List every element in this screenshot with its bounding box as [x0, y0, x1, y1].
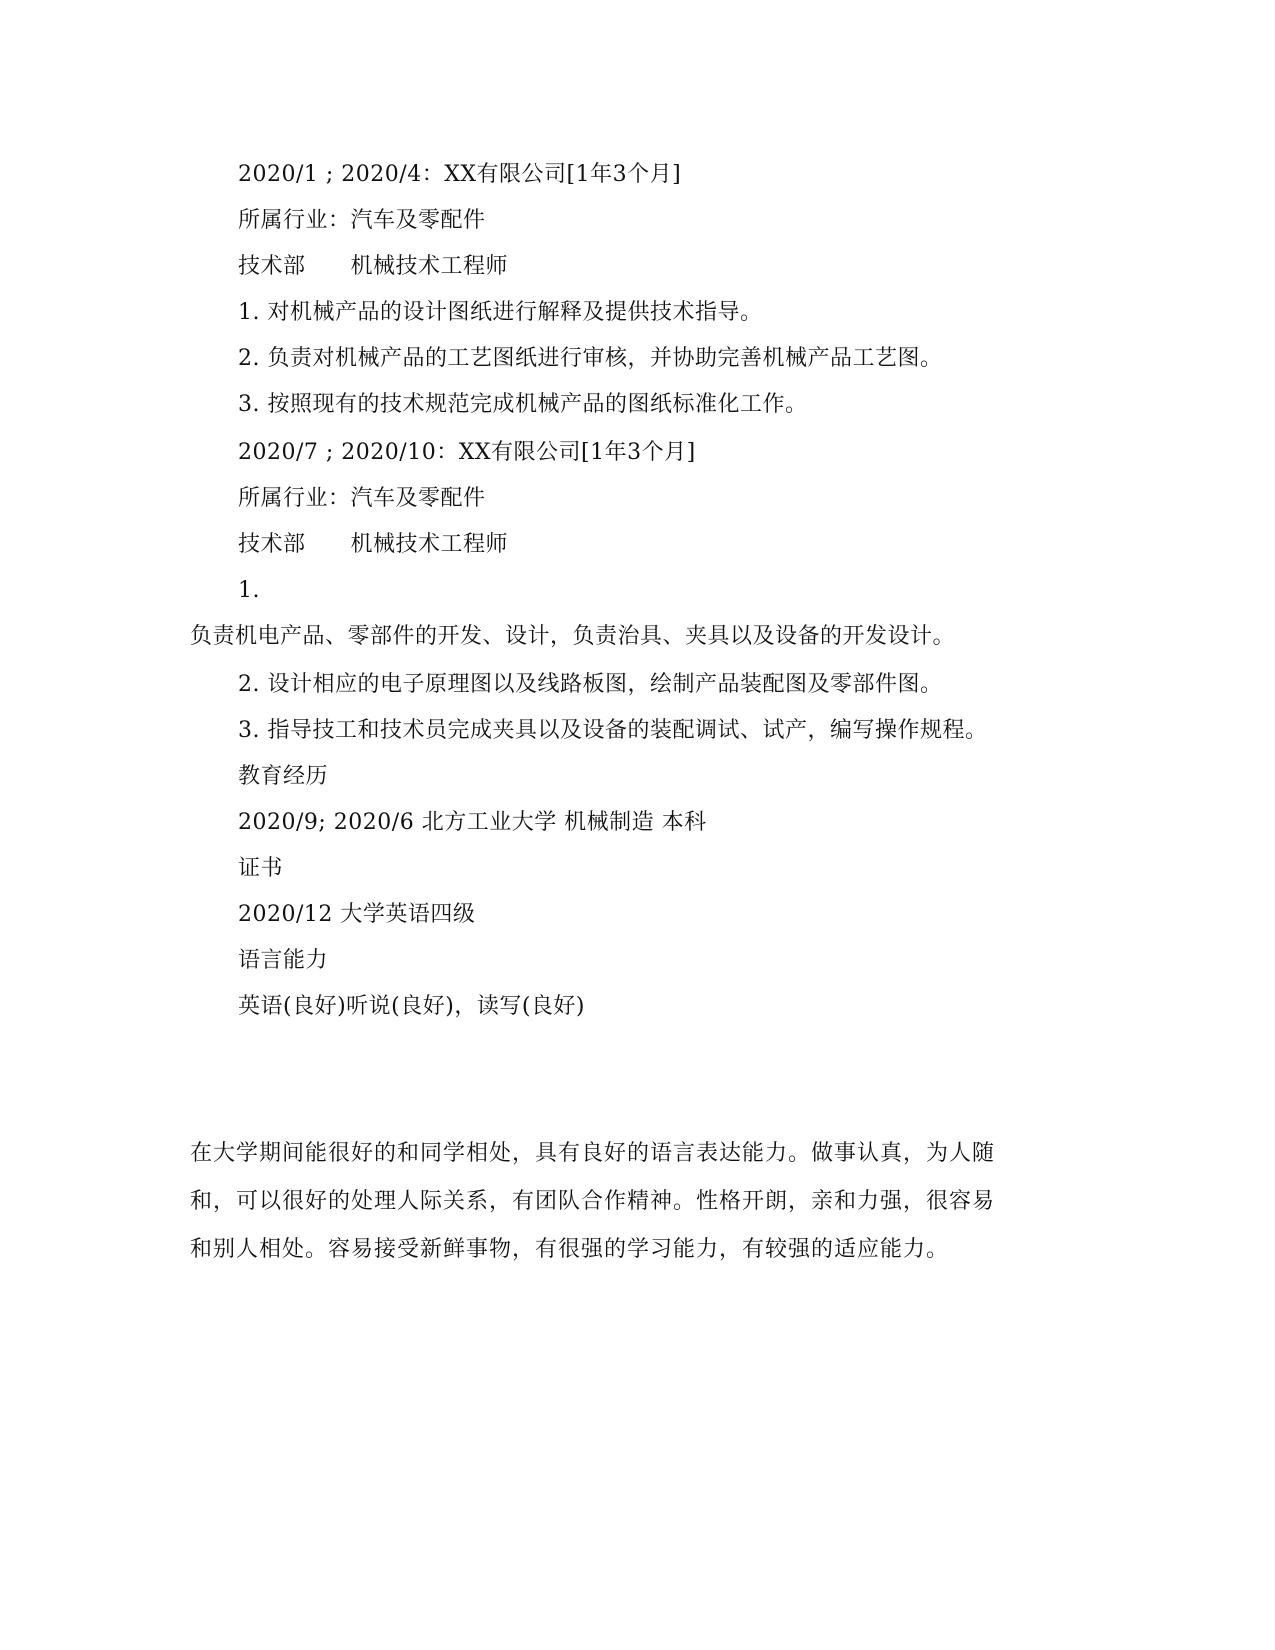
job2-period: 2020/7 ; 2020/10：XX有限公司[1年3个月] — [238, 440, 696, 465]
language-entry: 英语(良好)听说(良好)，读写(良好) — [238, 994, 585, 1019]
job1-industry: 所属行业：汽车及零配件 — [238, 208, 486, 233]
job1-dept-title: 技术部 机械技术工程师 — [238, 254, 508, 279]
job2-industry: 所属行业：汽车及零配件 — [238, 486, 486, 511]
job2-duty-1-number: 1. — [238, 578, 260, 603]
certificates-heading: 证书 — [238, 856, 284, 881]
language-heading: 语言能力 — [238, 948, 329, 973]
self-evaluation-line: 和别人相处。容易接受新鲜事物，有很强的学习能力，有较强的适应能力。 — [190, 1237, 950, 1262]
job1-duty-2: 2. 负责对机械产品的工艺图纸进行审核，并协助完善机械产品工艺图。 — [238, 346, 943, 371]
education-entry: 2020/9; 2020/6 北方工业大学 机械制造 本科 — [238, 810, 707, 835]
job1-period: 2020/1 ; 2020/4：XX有限公司[1年3个月] — [238, 162, 682, 187]
self-evaluation-line: 和，可以很好的处理人际关系，有团队合作精神。性格开朗，亲和力强，很容易 — [190, 1189, 996, 1214]
job2-duty-3: 3. 指导技工和技术员完成夹具以及设备的装配调试、试产，编写操作规程。 — [238, 718, 988, 743]
self-evaluation-paragraph — [190, 1130, 1070, 1274]
job2-dept-title: 技术部 机械技术工程师 — [238, 532, 508, 557]
certificates-entry: 2020/12 大学英语四级 — [238, 902, 476, 927]
job2-duty-1-text: 负责机电产品、零部件的开发、设计，负责治具、夹具以及设备的开发设计。 — [190, 624, 956, 649]
job1-duty-3: 3. 按照现有的技术规范完成机械产品的图纸标准化工作。 — [238, 392, 808, 417]
education-heading: 教育经历 — [238, 764, 329, 789]
job1-duty-1: 1. 对机械产品的设计图纸进行解释及提供技术指导。 — [238, 300, 763, 325]
job2-duty-2: 2. 设计相应的电子原理图以及线路板图，绘制产品装配图及零部件图。 — [238, 672, 943, 697]
self-evaluation-line: 在大学期间能很好的和同学相处，具有良好的语言表达能力。做事认真，为人随 — [190, 1141, 996, 1166]
